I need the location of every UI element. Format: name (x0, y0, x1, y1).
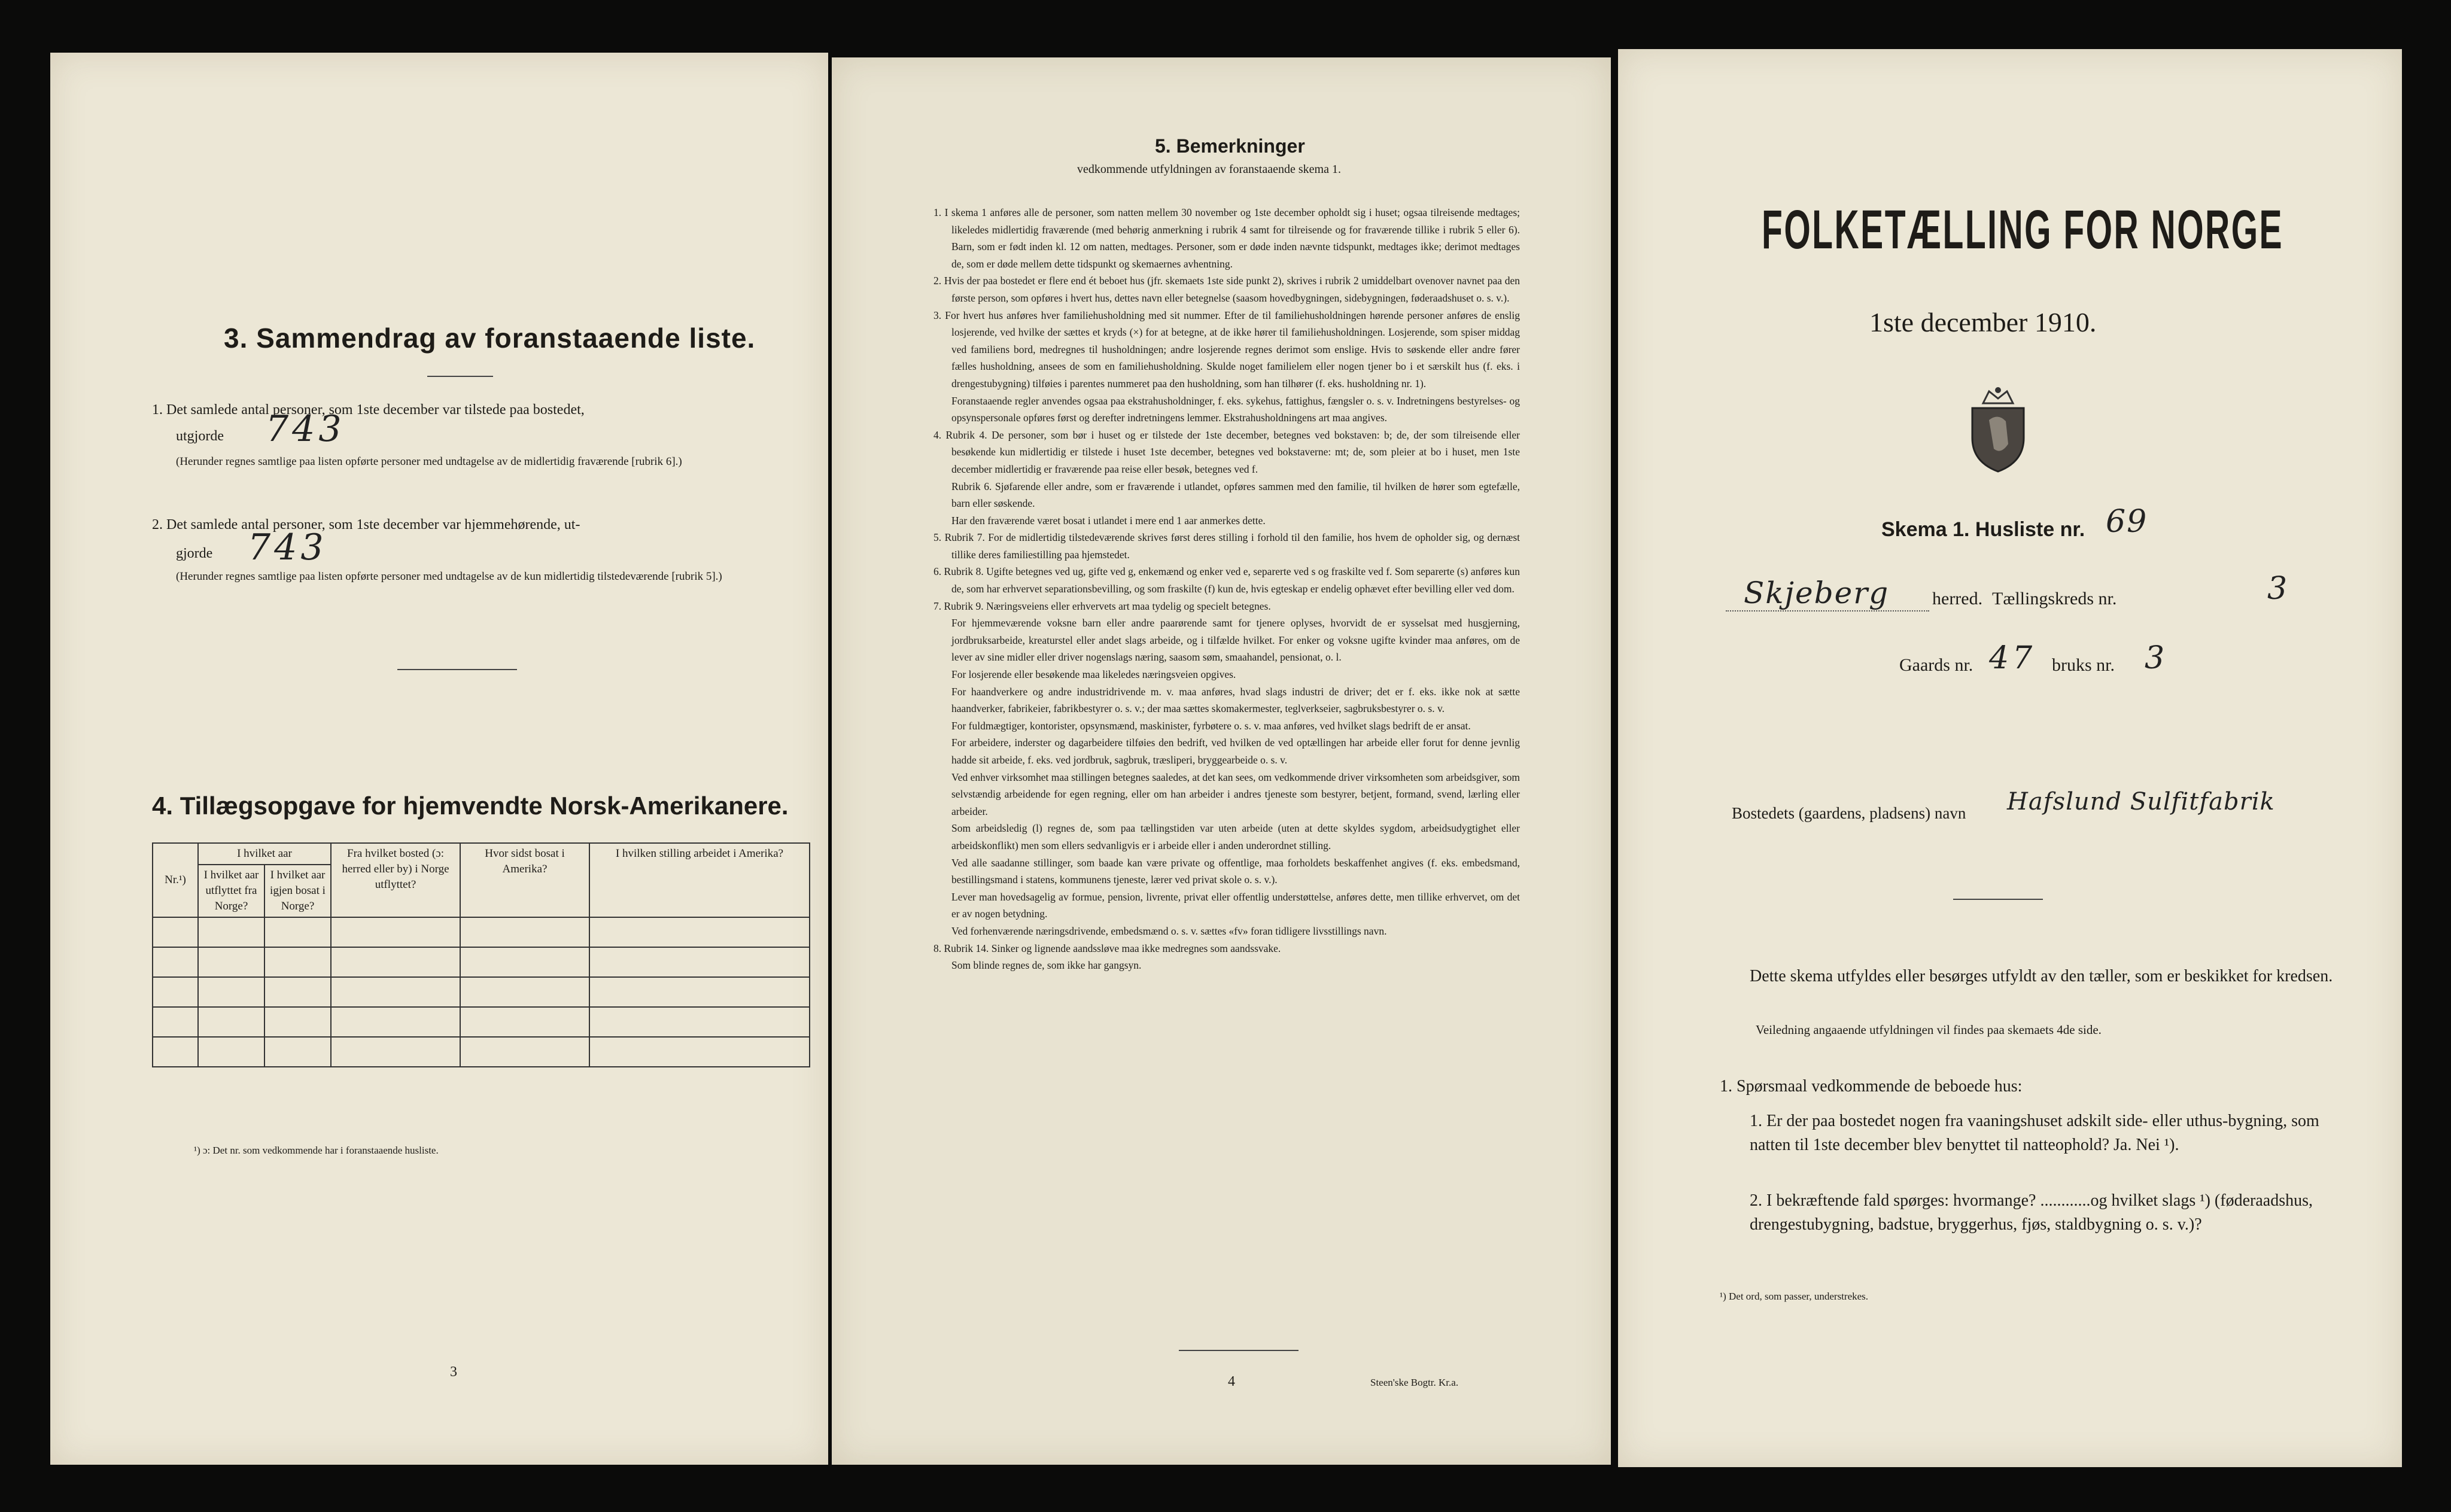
section-3-title: 3. Sammendrag av foranstaaende liste. (224, 323, 756, 354)
footnote: ¹) ɔ: Det nr. som vedkommende har i foranstaaende husliste. (194, 1145, 439, 1156)
divider (397, 669, 517, 670)
kreds-value: 3 (2267, 571, 2291, 607)
bruks-label: bruks nr. (2052, 655, 2115, 675)
col-from-where: Fra hvilket bosted (ɔ: herred eller by) i Norge utflyttet? (331, 843, 460, 917)
question-2: 2. I bekræftende fald spørges: hvormange? ............og hvilket slags ¹) (føderaadshus, drengestubygning, badstue, bryggerhus, fjøs, staldbygning o. s. v.)? (1750, 1191, 2313, 1234)
kreds-label: Tællingskreds nr. (1992, 589, 2117, 609)
question-header: 1. Spørsmaal vedkommende de beboede hus: (1720, 1077, 2023, 1096)
divider (427, 376, 493, 377)
table-row (153, 917, 810, 947)
footnote: ¹) Det ord, som passer, understrekes. (1720, 1291, 1869, 1302)
instruction-subtext: Veiledning angaaende utfyldningen vil findes paa skemaets 4de side. (1756, 1023, 2102, 1037)
page-middle (832, 57, 1611, 1465)
remark-item: Rubrik 6. Sjøfarende eller andre, som er fraværende i utlandet, opføres sammen med den familie, til hvilken de hører som egtefælle, barn eller søskende. (951, 480, 1520, 510)
printer-mark: Steen'ske Bogtr. Kr.a. (1370, 1377, 1459, 1388)
remark-item: Ved enhver virksomhet maa stillingen betegnes saaledes, at det kan sees, om vedkommende driver virksomheten som arbeidsgiver, som selvstændig arbeidende for egen regning, eller om han arbeider i andres tjeneste som bestyrer, betjent, formand, svend, lærling eller arbeider. (951, 771, 1520, 817)
col-returned: I hvilket aar igjen bosat i Norge? (264, 865, 331, 917)
item-2-text: 2. Det samlede antal personer, som 1ste december var hjemmehørende, ut- (152, 517, 580, 533)
remark-item: 5. Rubrik 7. For de midlertidig tilstedeværende skrives først deres stilling i forhold til den familie, hos hvem de opholder sig, og dernæst tillike deres familiestilling paa hjemstedet. (933, 531, 1520, 561)
col-america-where: Hvor sidst bosat i Amerika? (460, 843, 589, 917)
husliste-number: 69 (2106, 504, 2148, 540)
remark-item: 4. Rubrik 4. De personer, som bør i huset og er tilstede der 1ste december, betegnes ved bokstaven: b; de, der som tilreisende eller besøkende kun midlertidig er tilstede i huset 1ste december, betegnes ved bokstaverne: mt; de, som pleier at bo i huset, men 1ste december midlertidig er fraværende paa reise eller besøk, betegnes ved f. (933, 428, 1520, 475)
remark-item: Ved forhenværende næringsdrivende, embedsmænd o. s. v. sættes «fv» foran tidligere livsstillings navn. (951, 924, 1387, 937)
col-emigrated: I hvilket aar utflyttet fra Norge? (198, 865, 264, 917)
item-1-note: (Herunder regnes samtlige paa listen opførte personer med undtagelse av de midlertidig fraværende [rubrik 6].) (176, 455, 682, 468)
gaards-value: 47 (1989, 640, 2036, 676)
remarks-list (933, 204, 1520, 974)
col-group-year: I hvilket aar (198, 843, 331, 865)
remarks-subtitle: vedkommende utfyldningen av foranstaaende skema 1. (1077, 163, 1341, 176)
remark-item: 2. Hvis der paa bostedet er flere end ét beboet hus (jfr. skemaets 1ste side punkt 2), skrives i rubrik 2 umiddelbart ovenover navnet paa den første person, som opføres i hvert hus, dettes navn eller betegnelse (saasom hovedbygningen, sidebygningen, føderaadshuset o. s. v.). (933, 275, 1520, 304)
remark-item: Har den fraværende været bosat i utlandet i mere end 1 aar anmerkes dette. (951, 514, 1266, 527)
remarks-title: 5. Bemerkninger (1155, 135, 1305, 157)
page-number: 4 (1228, 1374, 1235, 1389)
question-1: 1. Er der paa bostedet nogen fra vaaningshuset adskilt side- eller uthus-bygning, som natten til 1ste december blev benyttet til natteophold? Ja. Nei ¹). (1750, 1112, 2319, 1154)
table-row (153, 947, 810, 977)
table-row (153, 1037, 810, 1067)
remark-item: For haandverkere og andre industridrivende m. v. maa anføres, hvad slags industri de driver; det er f. eks. ikke nok at sætte haandverker, fabrikeier, fabrikbestyrer o. s. v.; der maa sættes skomakermester, teglverkseier, sagbruksbestyrer o. s. v. (951, 685, 1520, 715)
remark-item: For losjerende eller besøkende maa likeledes næringsveien opgives. (951, 668, 1236, 681)
norsk-amerikaner-table (152, 842, 810, 1067)
herred-value: Skjeberg (1744, 576, 1890, 610)
herred-label: herred. (1932, 589, 1983, 609)
remark-item: 1. I skema 1 anføres alle de personer, som natten mellem 30 november og 1ste december opholdt sig i huset; ogsaa tilreisende medtages; likeledes midlertidig fraværende (med behørig anmerkning i rubrik 4 samt for tilreisende og for fraværende tillike i rubrik 5 eller 6). Barn, som er født inden kl. 12 om natten, medtages. Personer, som er døde inden nævnte tidspunkt, medtages ikke; derimot medtages de, som er døde mellem dette tidspunkt og skemaernes avhentning. (933, 206, 1520, 270)
divider (1179, 1350, 1299, 1351)
bosted-value: Hafslund Sulfitfabrik (2007, 788, 2275, 816)
remark-item: Som blinde regnes de, som ikke har gangsyn. (951, 959, 1142, 972)
remark-item: Ved alle saadanne stillinger, som baade kan være private og offentlige, maa forholdets beskaffenhet angives (f. eks. embedsmand, bestillingsmand i statens, kommunens tjeneste, lærer ved privat skole o. s. v.). (951, 856, 1520, 886)
remark-item: Som arbeidsledig (l) regnes de, som paa tællingstiden var uten arbeide (uten at dette skyldes sygdom, arbeidsudygtighet eller arbeidskonflikt) men som ellers sedvanligvis er i arbeide eller i anden underordnet stilling. (951, 822, 1520, 851)
coat-of-arms-icon (1965, 384, 2031, 474)
bosted-label: Bostedets (gaardens, pladsens) navn (1732, 804, 1966, 822)
remark-item: 8. Rubrik 14. Sinker og lignende aandssløve maa ikke medregnes som aandssvake. (933, 942, 1281, 954)
bruks-value: 3 (2145, 640, 2169, 676)
item-1-text: 1. Det samlede antal personer, som 1ste december var tilstede paa bostedet, (152, 402, 585, 418)
remark-item: Lever man hovedsagelig av formue, pension, livrente, privat eller offentlig understøttelse, anføres dette, men tillike erhvervet, om det er av nogen betydning. (951, 890, 1520, 920)
gaards-label: Gaards nr. (1899, 655, 1973, 675)
remark-item: 6. Rubrik 8. Ugifte betegnes ved ug, gifte ved g, enkemænd og enker ved e, separerte ved s og fraskilte ved f. Som separerte (s) anføres kun de, som har erhvervet separationsbevilling, og som fraskilte (f) kun de, hvis egteskap er endelig ophævet efter bevilling eller ved dom. (933, 565, 1520, 595)
item-2-prefix: gjorde (176, 546, 213, 561)
remark-item: For hjemmeværende voksne barn eller andre paarørende samt for tjenere oplyses, hvorvidt de er sysselsat med husgjerning, jordbruksarbeide, kreaturstel eller andet slags arbeide, og i tilfælde hvilket. For enker og voksne ugifte kvinder maa anføres, om de lever av sine midler eller driver nogenslags næring, saasom søm, smaahandel, pensionat, o. l. (951, 617, 1520, 664)
table-row (153, 977, 810, 1007)
col-nr: Nr.¹) (153, 843, 198, 917)
section-4-title: 4. Tillægsopgave for hjemvendte Norsk-Amerikanere. (152, 792, 789, 820)
divider (1953, 899, 2043, 900)
remark-item: 3. For hvert hus anføres hver familiehusholdning med sit nummer. Efter de til familiehusholdningen hørende personer anføres de enslig losjerende, ved hvilke der sættes et kryds (×) for at betegne, at de ikke hører til familiehusholdningen. Losjerende, som spiser middag ved familiens bord, medregnes til husholdningen; andre losjerende regnes derimot som enslige. Hvis to søskende eller andre fører fælles husholdning, ansees de som en familiehusholdning. Skulde noget familielem eller nogen tjener bo i et særskilt hus (f. eks. i drengestubygning) tilføies i parentes nummeret paa den husholdning, som han tilhører (f. eks. husholdning nr. 1). (933, 309, 1520, 390)
remark-item: Foranstaaende regler anvendes ogsaa paa ekstrahusholdninger, f. eks. sykehus, fattighus, fængsler o. s. v. Indretningens bestyrelses- og opsynspersonale opføres først og derefter indretningens lemmer. Ekstrahusholdningens art maa angives. (951, 394, 1520, 424)
instruction-text: Dette skema utfyldes eller besørges utfyldt av den tæller, som er beskikket for kredsen. (1750, 967, 2333, 985)
item-1-value: 743 (266, 408, 345, 450)
page-right (1618, 49, 2402, 1467)
herred-underline (1726, 610, 1929, 612)
page-left (50, 53, 828, 1465)
schema-label: Skema 1. Husliste nr. (1881, 518, 2085, 541)
col-america-job: I hvilken stilling arbeidet i Amerika? (589, 843, 810, 917)
remark-item: For fuldmægtiger, kontorister, opsynsmænd, maskinister, fyrbøtere o. s. v. maa anføres, ved hvilket slags bedrift de er ansat. (951, 719, 1471, 732)
item-2-note: (Herunder regnes samtlige paa listen opførte personer med undtagelse av de kun midlertidig tilstedeværende [rubrik 5].) (176, 570, 722, 583)
remark-item: 7. Rubrik 9. Næringsveiens eller erhvervets art maa tydelig og specielt betegnes. (933, 600, 1271, 612)
census-date: 1ste december 1910. (1869, 307, 2097, 337)
remark-item: For arbeidere, inderster og dagarbeidere tilføies den bedrift, ved hvilken de ved optællingen har arbeide eller forut for denne jevnlig hadde sit arbeide, f. eks. ved jordbruk, sagbruk, træsliperi, bryggearbeide o. s. v. (951, 737, 1520, 766)
item-1-prefix: utgjorde (176, 428, 224, 444)
item-2-value: 743 (248, 527, 327, 568)
page-number: 3 (450, 1364, 457, 1380)
census-title: FOLKETÆLLING FOR NORGE (1762, 199, 2284, 260)
table-row (153, 1007, 810, 1037)
